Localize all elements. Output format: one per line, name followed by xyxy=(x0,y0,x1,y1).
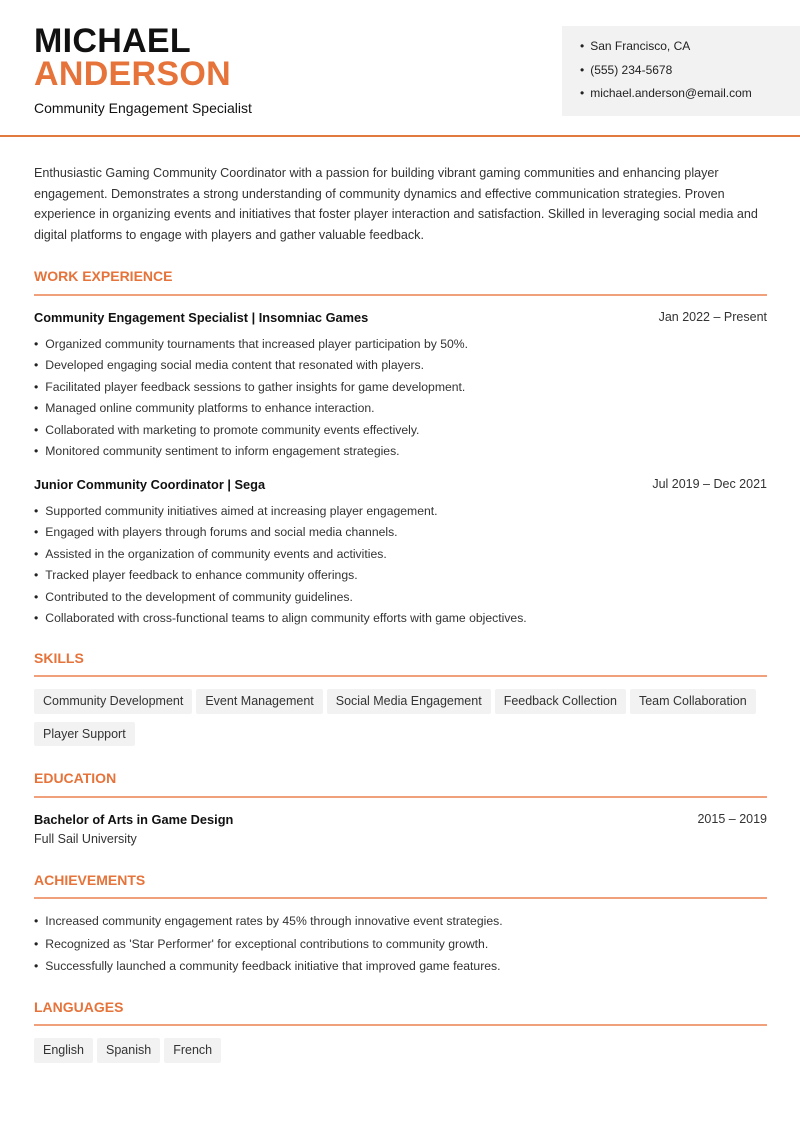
list-item: • Supported community initiatives aimed at increasing player engagement. xyxy=(34,503,527,524)
skill-tag: Community Development xyxy=(34,689,192,714)
list-item: • Successfully launched a community feedback initiative that improved game features. xyxy=(34,958,503,981)
language-tags xyxy=(34,1038,774,1071)
skill-tag: Event Management xyxy=(196,689,322,714)
skill-tag: Social Media Engagement xyxy=(327,689,491,714)
achievement-bullets xyxy=(34,913,503,981)
list-item: • Developed engaging social media content that resonated with players. xyxy=(34,357,468,378)
section-title-work: WORK EXPERIENCE xyxy=(34,268,173,284)
first-name: MICHAEL xyxy=(34,22,191,60)
contact-phone: • (555) 234-5678 xyxy=(580,62,800,86)
job-bullets xyxy=(34,336,468,464)
education-date: 2015 – 2019 xyxy=(697,812,767,826)
job-date: Jul 2019 – Dec 2021 xyxy=(652,477,767,491)
skill-tag: Team Collaboration xyxy=(630,689,756,714)
list-item: • Engaged with players through forums and social media channels. xyxy=(34,524,527,545)
section-divider xyxy=(34,796,767,798)
section-divider xyxy=(34,1024,767,1026)
language-tag: English xyxy=(34,1038,93,1063)
job-title: Junior Community Coordinator | Sega xyxy=(34,477,266,492)
job-bullets xyxy=(34,503,527,631)
list-item: • Collaborated with marketing to promote community events effectively. xyxy=(34,422,468,443)
section-divider xyxy=(34,897,767,899)
list-item: • Recognized as 'Star Performer' for exceptional contributions to community growth. xyxy=(34,936,503,959)
degree-title: Bachelor of Arts in Game Design xyxy=(34,812,234,827)
skills-tags xyxy=(34,689,774,754)
job-role: Community Engagement Specialist xyxy=(34,100,252,116)
list-item: • Monitored community sentiment to inform engagement strategies. xyxy=(34,443,468,464)
job-date: Jan 2022 – Present xyxy=(658,310,767,324)
language-tag: Spanish xyxy=(97,1038,160,1063)
list-item: • Facilitated player feedback sessions to gather insights for game development. xyxy=(34,379,468,400)
list-item: • Increased community engagement rates by 45% through innovative event strategies. xyxy=(34,913,503,936)
list-item: • Organized community tournaments that increased player participation by 50%. xyxy=(34,336,468,357)
list-item: • Tracked player feedback to enhance community offerings. xyxy=(34,567,527,588)
resume-header xyxy=(0,0,800,137)
section-divider xyxy=(34,675,767,677)
language-tag: French xyxy=(164,1038,221,1063)
skill-tag: Player Support xyxy=(34,722,135,747)
contact-email[interactable]: • michael.anderson@email.com xyxy=(580,85,800,109)
contact-location: • San Francisco, CA xyxy=(580,38,800,62)
last-name: ANDERSON xyxy=(34,55,231,93)
section-title-education: EDUCATION xyxy=(34,770,117,786)
section-title-achievements: ACHIEVEMENTS xyxy=(34,872,146,888)
section-title-skills: SKILLS xyxy=(34,650,84,666)
section-divider xyxy=(34,294,767,296)
list-item: • Contributed to the development of community guidelines. xyxy=(34,589,527,610)
list-item: • Assisted in the organization of community events and activities. xyxy=(34,546,527,567)
job-title: Community Engagement Specialist | Insomniac Games xyxy=(34,310,369,325)
contact-box xyxy=(562,26,800,116)
summary-paragraph: Enthusiastic Gaming Community Coordinator with a passion for building vibrant gaming communities and enhancing player engagement. Demonstrates a strong understanding of community dynamics and effective communication strategies. Proven experience in organizing events and initiatives that foster player interaction and satisfaction. Skilled in leveraging social media and digital platforms to engage with players and gather valuable feedback. xyxy=(34,166,758,242)
skill-tag: Feedback Collection xyxy=(495,689,626,714)
list-item: • Managed online community platforms to enhance interaction. xyxy=(34,400,468,421)
list-item: • Collaborated with cross-functional teams to align community efforts with game objectives. xyxy=(34,610,527,631)
section-title-languages: LANGUAGES xyxy=(34,999,124,1015)
school-name: Full Sail University xyxy=(34,832,137,846)
